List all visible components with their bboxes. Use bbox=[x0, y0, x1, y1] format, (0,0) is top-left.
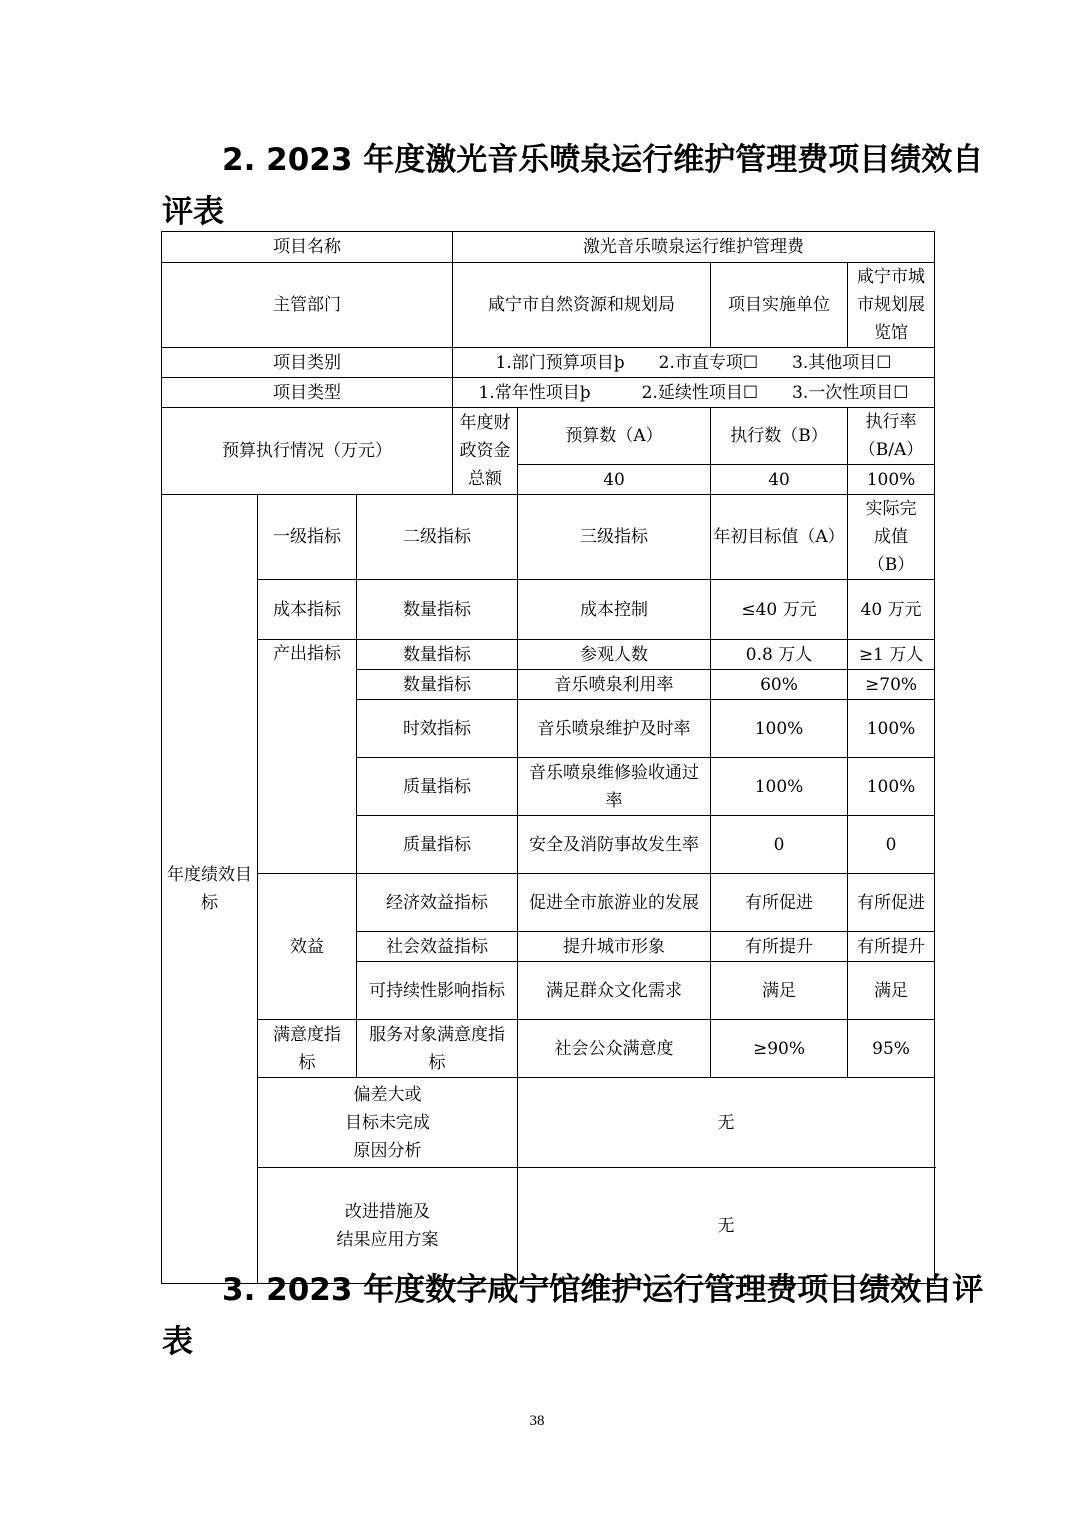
deviation-label bbox=[258, 1078, 518, 1168]
table-row-actual: 满足 bbox=[848, 962, 935, 1020]
table-row-actual: 95% bbox=[848, 1020, 935, 1078]
project-name-label: 项目名称 bbox=[162, 232, 453, 263]
deviation-label-line3: 原因分析 bbox=[353, 1140, 422, 1161]
type-label: 项目类型 bbox=[162, 378, 453, 408]
impl-unit-value: 咸宁市城市规划展览馆 bbox=[848, 263, 935, 348]
table-row-actual: ≥70% bbox=[848, 670, 935, 700]
exec-b-value: 40 bbox=[711, 465, 848, 495]
table-row-level2: 数量指标 bbox=[357, 580, 518, 640]
table-row-level3: 社会公众满意度 bbox=[518, 1020, 711, 1078]
category-label: 项目类别 bbox=[162, 348, 453, 378]
deviation-value: 无 bbox=[518, 1078, 935, 1168]
cost-group-label: 成本指标 bbox=[258, 580, 357, 640]
table-row-level2: 可持续性影响指标 bbox=[357, 962, 518, 1020]
table-row-target: 满足 bbox=[711, 962, 848, 1020]
table-row-level2: 数量指标 bbox=[357, 640, 518, 670]
rate-value: 100% bbox=[848, 465, 935, 495]
deviation-label-line1: 偏差大或 bbox=[353, 1084, 422, 1105]
table-row-level3: 提升城市形象 bbox=[518, 932, 711, 962]
performance-self-evaluation-table bbox=[161, 231, 935, 1284]
table-row-actual: 100% bbox=[848, 700, 935, 758]
table-row-level2: 时效指标 bbox=[357, 700, 518, 758]
satisfaction-group-label: 满意度指标 bbox=[258, 1020, 357, 1078]
type-options: 1.常年性项目þ 2.延续性项目☐ 3.一次性项目☐ bbox=[453, 378, 935, 408]
deviation-label-line2: 目标未完成 bbox=[345, 1112, 430, 1133]
table-row-actual: 0 bbox=[848, 816, 935, 874]
category-options: 1.部门预算项目þ 2.市直专项☐ 3.其他项目☐ bbox=[453, 348, 935, 378]
table-row-actual: 有所促进 bbox=[848, 874, 935, 932]
table-row-level2: 质量指标 bbox=[357, 758, 518, 816]
table-row-actual: ≥1 万人 bbox=[848, 640, 935, 670]
section-3-title-line2: 表 bbox=[162, 1324, 193, 1360]
level3-header: 三级指标 bbox=[518, 495, 711, 580]
table-row-level3: 满足群众文化需求 bbox=[518, 962, 711, 1020]
annual-funds-label: 年度财政资金总额 bbox=[453, 408, 518, 495]
table-row-target: 0 bbox=[711, 816, 848, 874]
table-row-level3: 音乐喷泉维修验收通过率 bbox=[518, 758, 711, 816]
table-row-level3: 成本控制 bbox=[518, 580, 711, 640]
section-2-title-line2: 评表 bbox=[162, 194, 224, 230]
improve-label-line1: 改进措施及 bbox=[345, 1201, 430, 1222]
table-row-actual: 40 万元 bbox=[848, 580, 935, 640]
project-name-value: 激光音乐喷泉运行维护管理费 bbox=[453, 232, 935, 263]
level2-header: 二级指标 bbox=[357, 495, 518, 580]
table-row-level3: 音乐喷泉利用率 bbox=[518, 670, 711, 700]
budget-a-value: 40 bbox=[518, 465, 711, 495]
table-row-target: 100% bbox=[711, 758, 848, 816]
table-row-actual: 有所提升 bbox=[848, 932, 935, 962]
table-row-target: 0.8 万人 bbox=[711, 640, 848, 670]
output-group-label: 产出指标 bbox=[258, 640, 357, 874]
table-row-level3: 安全及消防事故发生率 bbox=[518, 816, 711, 874]
dept-label: 主管部门 bbox=[162, 263, 453, 348]
table-row-level3: 促进全市旅游业的发展 bbox=[518, 874, 711, 932]
section-3-title bbox=[162, 1264, 984, 1368]
improve-value: 无 bbox=[518, 1168, 935, 1284]
dept-value: 咸宁市自然资源和规划局 bbox=[453, 263, 711, 348]
actual-header: 实际完成值（B） bbox=[848, 495, 935, 580]
table-row-target: 60% bbox=[711, 670, 848, 700]
level1-header: 一级指标 bbox=[258, 495, 357, 580]
table-row-actual: 100% bbox=[848, 758, 935, 816]
exec-b-label: 执行数（B） bbox=[711, 408, 848, 465]
section-3-title-line1: 3. 2023 年度数字咸宁馆维护运行管理费项目绩效自评 bbox=[222, 1272, 984, 1308]
improve-label-line2: 结果应用方案 bbox=[336, 1229, 439, 1250]
table-row-target: 有所促进 bbox=[711, 874, 848, 932]
table-row-level3: 音乐喷泉维护及时率 bbox=[518, 700, 711, 758]
table-row-target: ≥90% bbox=[711, 1020, 848, 1078]
table-row-level2: 社会效益指标 bbox=[357, 932, 518, 962]
section-2-title bbox=[162, 134, 984, 238]
section-2-title-line1: 2. 2023 年度激光音乐喷泉运行维护管理费项目绩效自 bbox=[222, 142, 984, 178]
table-row-level2: 数量指标 bbox=[357, 670, 518, 700]
impl-unit-label: 项目实施单位 bbox=[711, 263, 848, 348]
table-row-target: ≤40 万元 bbox=[711, 580, 848, 640]
budget-a-label: 预算数（A） bbox=[518, 408, 711, 465]
benefit-group-label-1: 效益 bbox=[290, 936, 324, 957]
budget-label: 预算执行情况（万元） bbox=[162, 408, 453, 495]
annual-goal-label: 年度绩效目标 bbox=[162, 495, 258, 1284]
page-number: 38 bbox=[529, 1413, 545, 1429]
target-header: 年初目标值（A） bbox=[711, 495, 848, 580]
table-row-level2: 服务对象满意度指标 bbox=[357, 1020, 518, 1078]
table-row-level2: 经济效益指标 bbox=[357, 874, 518, 932]
table-row-level2: 质量指标 bbox=[357, 816, 518, 874]
rate-label: 执行率（B/A） bbox=[848, 408, 935, 465]
table-row-level3: 参观人数 bbox=[518, 640, 711, 670]
table-row-target: 100% bbox=[711, 700, 848, 758]
table-row-target: 有所提升 bbox=[711, 932, 848, 962]
